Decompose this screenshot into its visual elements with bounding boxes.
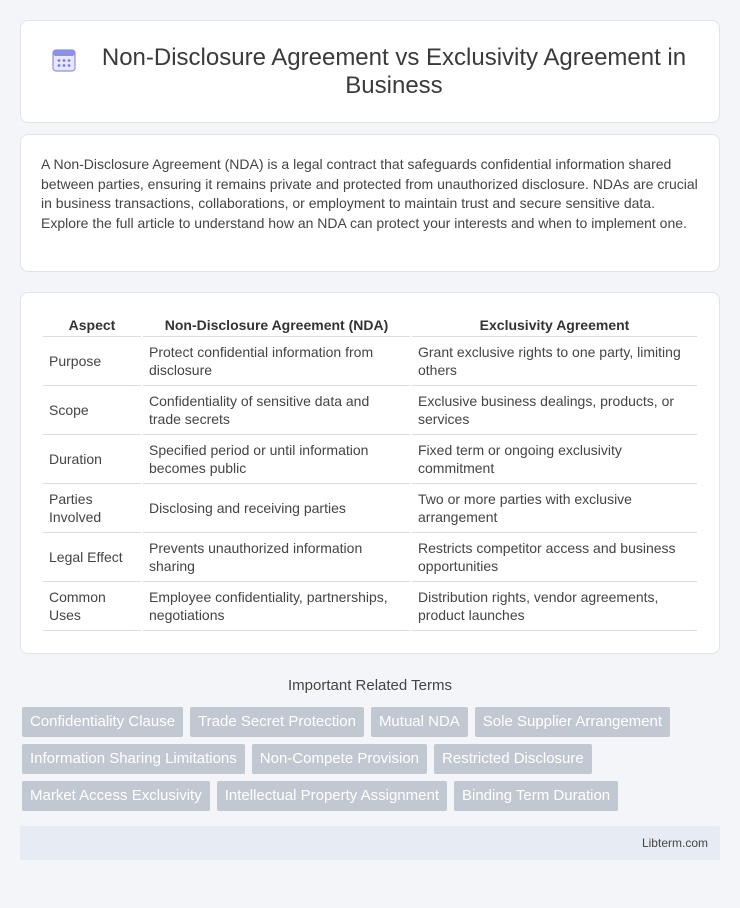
table-row xyxy=(43,533,697,582)
table-row xyxy=(43,337,697,386)
cell-aspect: Common Uses xyxy=(43,582,141,631)
tag-non-compete-provision[interactable]: Non-Compete Provision xyxy=(252,744,427,774)
tag-trade-secret-protection[interactable]: Trade Secret Protection xyxy=(190,707,364,737)
cell-aspect: Scope xyxy=(43,386,141,435)
comparison-table-card xyxy=(20,292,720,654)
column-header-aspect: Aspect xyxy=(43,309,141,337)
tag-mutual-nda[interactable]: Mutual NDA xyxy=(371,707,468,737)
table-row xyxy=(43,435,697,484)
cell-aspect: Purpose xyxy=(43,337,141,386)
calendar-grid-icon xyxy=(51,47,77,73)
intro-card xyxy=(20,134,720,272)
related-terms-title: Important Related Terms xyxy=(288,677,452,694)
tag-market-access-exclusivity[interactable]: Market Access Exclusivity xyxy=(22,781,210,811)
cell-nda: Protect confidential information from disclosure xyxy=(143,337,410,386)
column-header-exclusivity: Exclusivity Agreement xyxy=(412,309,697,337)
cell-exclusivity: Distribution rights, vendor agreements, product launches xyxy=(412,582,697,631)
table-row xyxy=(43,386,697,435)
tag-information-sharing-limitations[interactable]: Information Sharing Limitations xyxy=(22,744,245,774)
related-terms-tags xyxy=(0,707,740,818)
tag-confidentiality-clause[interactable]: Confidentiality Clause xyxy=(22,707,183,737)
intro-text: A Non-Disclosure Agreement (NDA) is a legal contract that safeguards confidential information shared between parties, ensuring it remains private and protected from unauthorized disclosure. NDAs are crucial in business transactions, collaborations, or employment to maintain trust and secure sensitive data. Explore the full article to understand how an NDA can protect your interests and when to implement one. xyxy=(41,156,698,231)
cell-nda: Disclosing and receiving parties xyxy=(143,484,410,533)
cell-nda: Specified period or until information becomes public xyxy=(143,435,410,484)
table-header-row xyxy=(43,309,697,337)
cell-exclusivity: Exclusive business dealings, products, or services xyxy=(412,386,697,435)
cell-exclusivity: Restricts competitor access and business opportunities xyxy=(412,533,697,582)
footer xyxy=(20,826,720,860)
footer-brand[interactable]: Libterm.com xyxy=(641,836,708,850)
comparison-table xyxy=(41,309,699,631)
tag-binding-term-duration[interactable]: Binding Term Duration xyxy=(454,781,618,811)
tag-restricted-disclosure[interactable]: Restricted Disclosure xyxy=(434,744,592,774)
cell-aspect: Legal Effect xyxy=(43,533,141,582)
page-title: Non-Disclosure Agreement vs Exclusivity Agreement in Business xyxy=(101,43,687,99)
tag-sole-supplier-arrangement[interactable]: Sole Supplier Arrangement xyxy=(475,707,670,737)
cell-exclusivity: Grant exclusive rights to one party, limiting others xyxy=(412,337,697,386)
column-header-nda: Non-Disclosure Agreement (NDA) xyxy=(143,309,410,337)
cell-aspect: Duration xyxy=(43,435,141,484)
cell-exclusivity: Fixed term or ongoing exclusivity commitment xyxy=(412,435,697,484)
header-card xyxy=(20,20,720,123)
cell-nda: Prevents unauthorized information sharing xyxy=(143,533,410,582)
cell-nda: Confidentiality of sensitive data and trade secrets xyxy=(143,386,410,435)
cell-aspect: Parties Involved xyxy=(43,484,141,533)
table-row xyxy=(43,484,697,533)
table-row xyxy=(43,582,697,631)
tag-intellectual-property-assignment[interactable]: Intellectual Property Assignment xyxy=(217,781,447,811)
cell-exclusivity: Two or more parties with exclusive arrangement xyxy=(412,484,697,533)
cell-nda: Employee confidentiality, partnerships, negotiations xyxy=(143,582,410,631)
